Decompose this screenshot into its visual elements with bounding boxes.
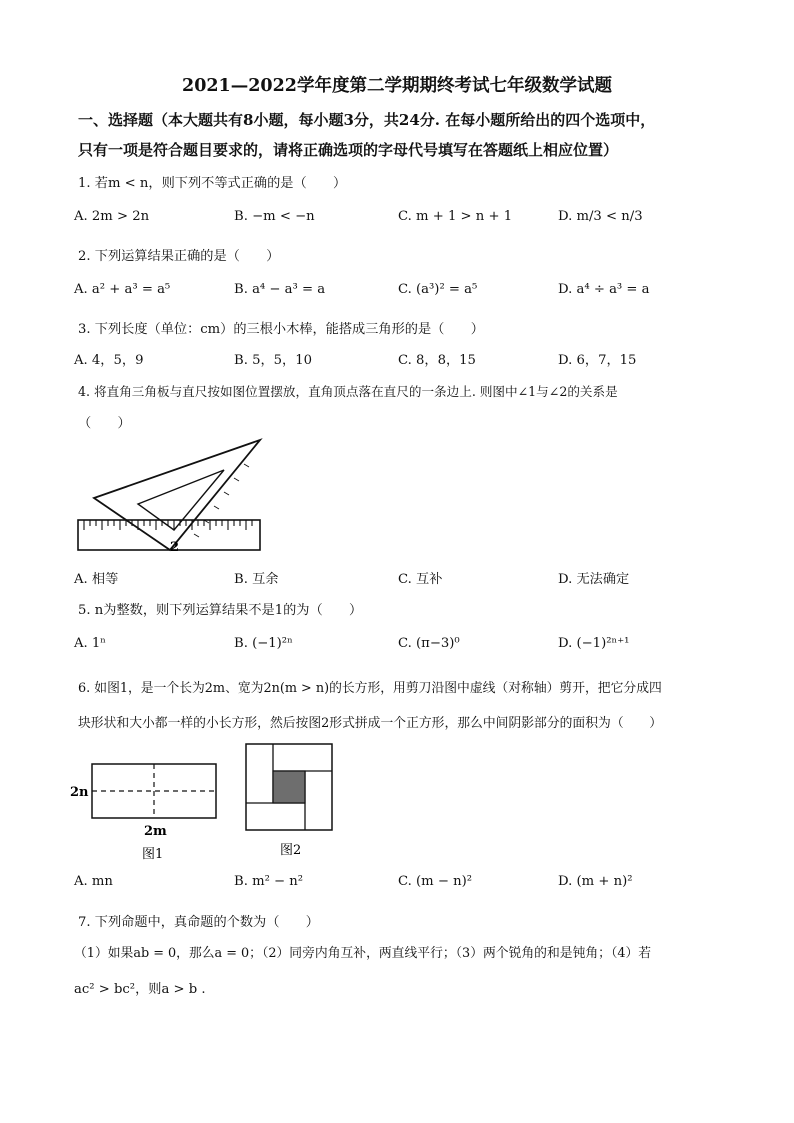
question-7-statement-4: ac² > bc²，则a > b . bbox=[74, 982, 206, 997]
figure-2-caption: 图2 bbox=[280, 843, 302, 858]
question-4-option-a: A. 相等 bbox=[74, 572, 119, 587]
question-2-option-a: A. a² + a³ = a⁵ bbox=[74, 282, 171, 297]
figure-1-left-label: 2n bbox=[70, 785, 89, 800]
ruler-triangle-figure bbox=[74, 434, 274, 556]
question-5-option-c: C. (π−3)⁰ bbox=[398, 636, 460, 651]
figure-2-square bbox=[240, 738, 340, 864]
page-title: 2021—2022学年度第二学期期终考试七年级数学试题 bbox=[182, 76, 612, 96]
question-3-option-a: A. 4，5，9 bbox=[74, 353, 144, 368]
question-1-option-a: A. 2m > 2n bbox=[74, 209, 150, 224]
figure-1-bottom-label: 2m bbox=[144, 824, 167, 839]
question-3-option-c: C. 8，8，15 bbox=[398, 353, 476, 368]
question-1-option-c: C. m + 1 > n + 1 bbox=[398, 209, 513, 224]
angle-2-label: 2 bbox=[170, 540, 180, 555]
question-5-option-d: D. (−1)²ⁿ⁺¹ bbox=[558, 636, 630, 651]
question-6-option-d: D. (m + n)² bbox=[558, 874, 633, 889]
question-6-stem-line-1: 6. 如图1，是一个长为2m、宽为2n(m > n)的长方形，用剪刀沿图中虚线（对称轴）剪开，把它分成四 bbox=[78, 681, 662, 696]
question-4-option-d: D. 无法确定 bbox=[558, 572, 630, 587]
shaded-center-square bbox=[273, 771, 305, 803]
question-5-option-b: B. (−1)²ⁿ bbox=[234, 636, 293, 651]
question-3-option-b: B. 5，5，10 bbox=[234, 353, 313, 368]
question-6-stem-line-2: 块形状和大小都一样的小长方形，然后按图2形式拼成一个正方形，那么中间阴影部分的面积为（ ） bbox=[78, 716, 663, 731]
question-6-option-c: C. (m − n)² bbox=[398, 874, 473, 889]
section-heading-line-2: 只有一项是符合题目要求的，请将正确选项的字母代号填写在答题纸上相应位置） bbox=[78, 141, 619, 159]
question-2-option-d: D. a⁴ ÷ a³ = a bbox=[558, 282, 650, 297]
question-1-stem: 1. 若m < n，则下列不等式正确的是（ ） bbox=[78, 176, 347, 191]
question-5-stem: 5. n为整数，则下列运算结果不是1的为（ ） bbox=[78, 603, 363, 618]
question-7-stem: 7. 下列命题中，真命题的个数为（ ） bbox=[78, 915, 319, 930]
figure-1-caption: 图1 bbox=[142, 847, 164, 862]
question-3-stem: 3. 下列长度（单位：cm）的三根小木棒，能搭成三角形的是（ ） bbox=[78, 322, 484, 337]
question-1-option-b: B. −m < −n bbox=[234, 209, 315, 224]
question-2-option-c: C. (a³)² = a⁵ bbox=[398, 282, 478, 297]
question-2-option-b: B. a⁴ − a³ = a bbox=[234, 282, 326, 297]
question-4-option-b: B. 互余 bbox=[234, 572, 279, 587]
question-4-stem: 4. 将直角三角板与直尺按如图位置摆放，直角顶点落在直尺的一条边上. 则图中∠1与∠2的关系是 bbox=[78, 384, 618, 399]
question-3-option-d: D. 6，7，15 bbox=[558, 353, 637, 368]
section-heading-line-1: 一、选择题（本大题共有8小题，每小题3分，共24分. 在每小题所给出的四个选项中， bbox=[78, 111, 656, 129]
question-7-statements: （1）如果ab = 0，那么a = 0；（2）同旁内角互补，两直线平行；（3）两个锐角的和是钝角；（4）若 bbox=[74, 946, 652, 961]
question-1-option-d: D. m/3 < n/3 bbox=[558, 209, 643, 224]
question-6-option-b: B. m² − n² bbox=[234, 874, 304, 889]
question-4-stem-blank: （ ） bbox=[78, 416, 131, 431]
question-5-option-a: A. 1ⁿ bbox=[74, 636, 107, 651]
question-6-option-a: A. mn bbox=[74, 874, 113, 889]
question-4-option-c: C. 互补 bbox=[398, 572, 443, 587]
figure-1-rectangle bbox=[70, 740, 234, 864]
question-2-stem: 2. 下列运算结果正确的是（ ） bbox=[78, 249, 280, 264]
ruler bbox=[78, 520, 260, 550]
